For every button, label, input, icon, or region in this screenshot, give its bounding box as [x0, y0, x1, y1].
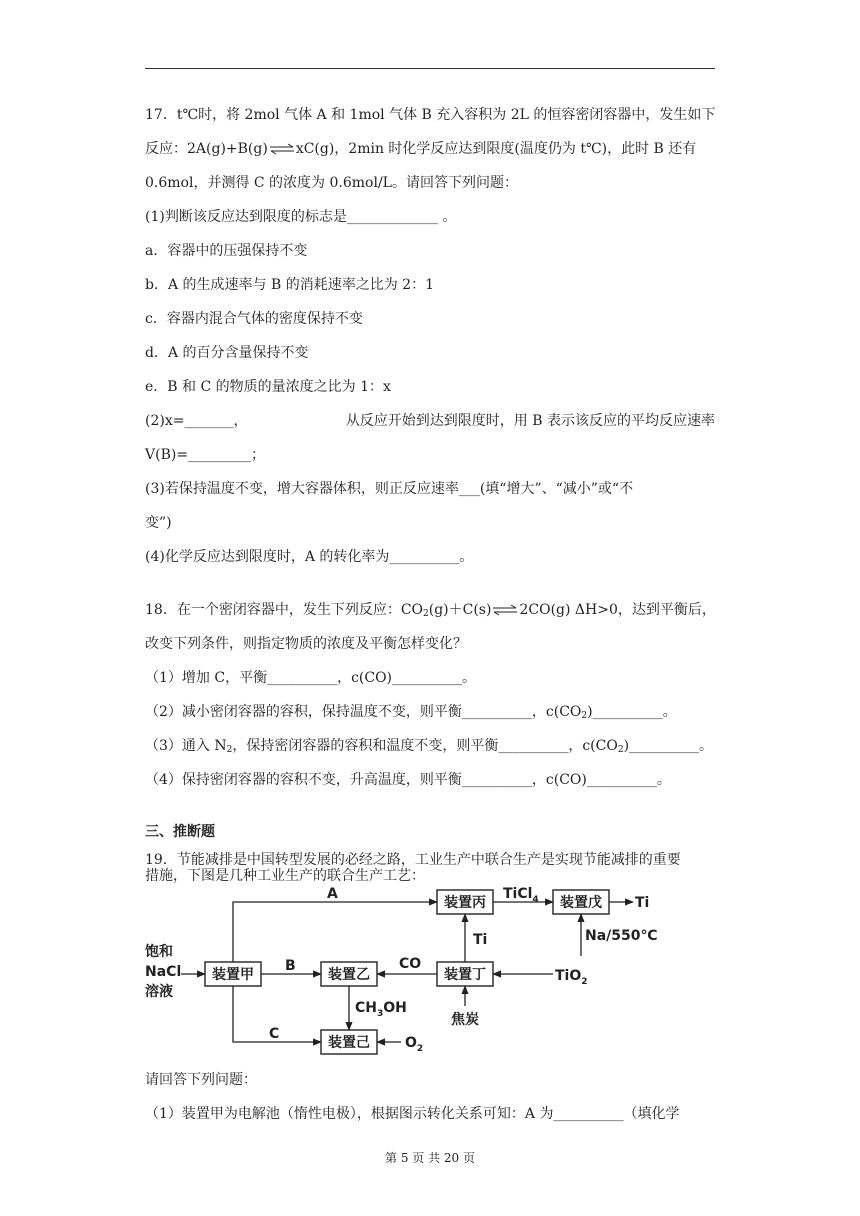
q17-option-e: e．B 和 C 的物质的量浓度之比为 1：x — [145, 379, 391, 395]
q19-line1: 19．节能减排是中国转型发展的必经之路，工业生产中联合生产是实现节能减排的重要 — [145, 852, 681, 868]
label-O2: $O_2$ — [405, 1035, 424, 1054]
q17-part2-cont: V(B)=_________； — [145, 447, 266, 463]
label-B: B — [285, 958, 296, 974]
feed-label-1: 饱和 — [145, 944, 173, 960]
q17-line2: 反应：2A(g)+B(g) xC(g)，2min 时化学反应达到限度(温度仍为 t℃)，此时 B 还有 — [145, 141, 697, 157]
label-coke: 焦炭 — [451, 1012, 479, 1028]
q17-option-b: b．A 的生成速率与 B 的消耗速率之比为 2：1 — [145, 277, 434, 293]
page-footer: 第 5 页 共 20 页 — [385, 1151, 475, 1165]
q17-line3: 0.6mol，并测得 C 的浓度为 0.6mol/L。请回答下列问题： — [145, 175, 518, 191]
feed-label-3: 溶液 — [145, 984, 173, 1000]
q19-line2: 措施，下图是几种工业生产的联合生产工艺： — [145, 868, 425, 884]
q17-part3-cont: 变”) — [145, 515, 172, 531]
process-flow-diagram — [145, 884, 658, 1064]
q19-prompt: 请回答下列问题： — [145, 1072, 257, 1088]
feed-label-2: NaCl — [145, 964, 182, 980]
box-yi-label: 装置乙 — [328, 967, 370, 983]
reversible-arrow-icon — [492, 605, 518, 615]
box-bing-label: 装置丙 — [444, 895, 486, 911]
q18-line1: 18．在一个密闭容器中，发生下列反应：$CO_2(g)+C(s)$ 2CO(g) ΔH>0，达到平衡后， — [145, 602, 716, 619]
q18-sub2: （2）减小密闭容器的容积，保持温度不变，则平衡__________，$c(CO_2)\_\_\_\_\_\_\_\_\_\_$。 — [145, 704, 677, 721]
label-Na: Na/550℃ — [585, 928, 658, 944]
q17-part3: (3)若保持温度不变，增大容器体积，则正反应速率___(填“增大”、“减小”或“不 — [145, 481, 634, 497]
q17-option-d: d．A 的百分含量保持不变 — [145, 345, 309, 361]
label-TiO2: TiO$_2$ — [555, 968, 588, 987]
header-rule — [145, 68, 715, 69]
q18-sub4: （4）保持密闭容器的容积不变，升高温度，则平衡__________，c(CO)__________。 — [145, 772, 671, 788]
label-CH3OH: $CH_3OH$ — [355, 1000, 407, 1019]
q19-sub1: （1）装置甲为电解池（惰性电极），根据图示转化关系可知：A 为__________（填化学 — [145, 1106, 680, 1122]
label-CO: CO — [399, 956, 422, 972]
q17-option-c: c．容器内混合气体的密度保持不变 — [145, 311, 363, 327]
box-ding-label: 装置丁 — [444, 967, 486, 983]
box-ji-label: 装置己 — [328, 1035, 370, 1051]
box-wu-label: 装置戊 — [560, 895, 602, 911]
q18-line2: 改变下列条件，则指定物质的浓度及平衡怎样变化？ — [145, 636, 467, 652]
arrow-A — [233, 902, 437, 962]
label-A: A — [327, 886, 338, 902]
q18-sub1: （1）增加 C，平衡__________，c(CO)__________。 — [145, 670, 477, 686]
section-title: 三、推断题 — [145, 824, 215, 840]
q17-option-a: a．容器中的压强保持不变 — [145, 243, 308, 259]
q17-part1: (1)判断该反应达到限度的标志是_____________ 。 — [145, 209, 457, 225]
label-C: C — [269, 1026, 280, 1042]
q18-sub3: （3）通入 $N_2$，保持密闭容器的容积和温度不变，则平衡__________，$c(CO_2)\_\_\_\_\_\_\_\_\_\_$。 — [145, 738, 714, 755]
q17-part4: (4)化学反应达到限度时，A 的转化率为__________。 — [145, 549, 474, 565]
q17-line1: 17．t℃时，将 2mol 气体 A 和 1mol 气体 B 充入容积为 2L 的恒容密闭容器中，发生如下 — [145, 107, 716, 123]
box-jia-label: 装置甲 — [212, 967, 254, 983]
reversible-arrow-icon — [269, 144, 295, 154]
label-Ti-up: Ti — [473, 932, 488, 948]
label-TiCl4: TiCl$_4$ — [503, 886, 539, 905]
label-Ti-out: Ti — [635, 895, 650, 911]
q17-part2: (2)x=_______， 从反应开始到达到限度时，用 B 表示该反应的平均反应速率 — [145, 413, 715, 429]
